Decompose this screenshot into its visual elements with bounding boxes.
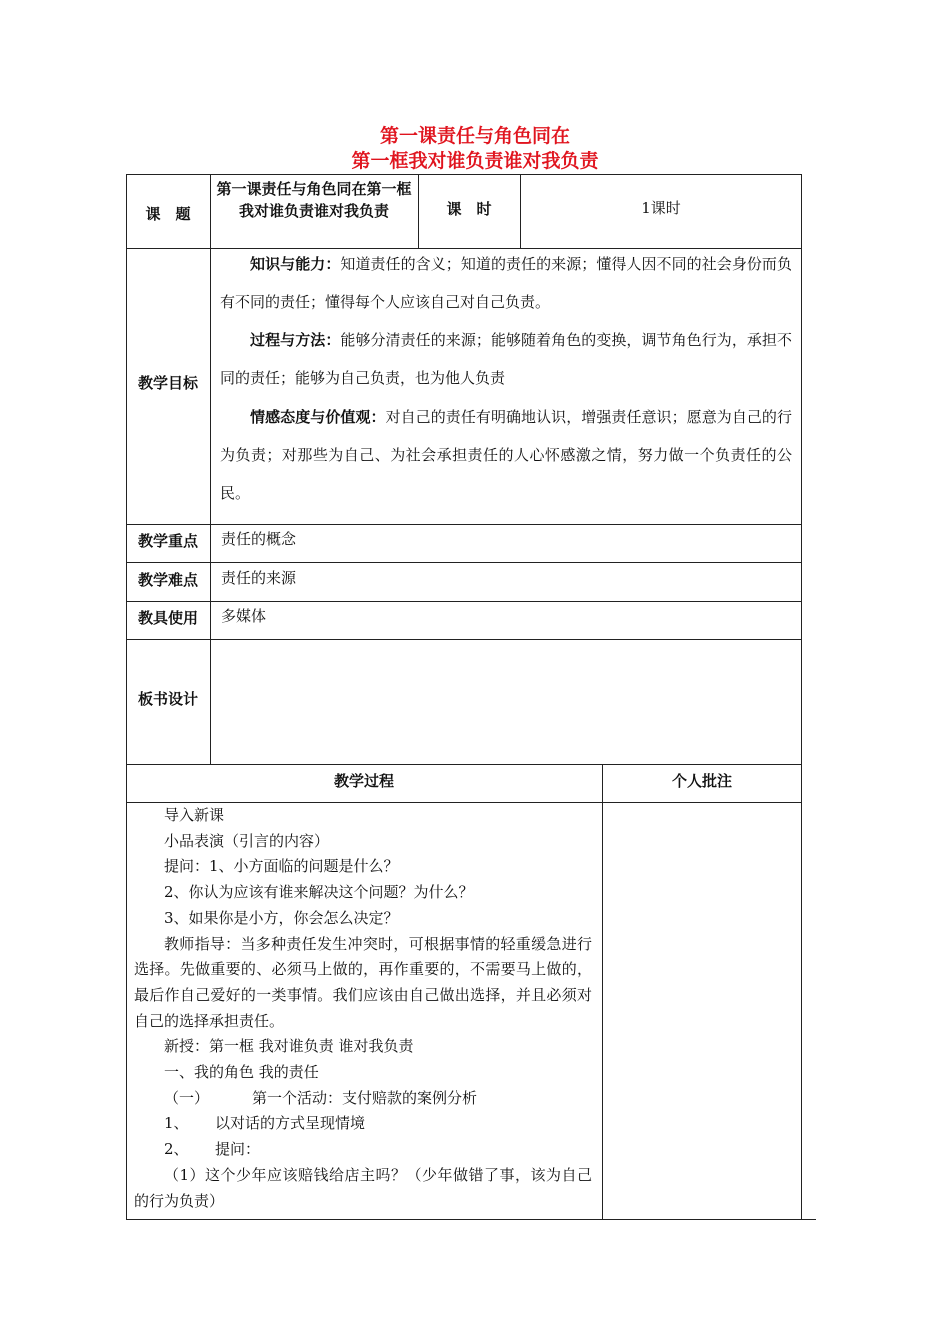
process-line: 提问：1、小方面临的问题是什么？ xyxy=(164,857,399,876)
notes-header: 个人批注 xyxy=(671,772,732,790)
step-text: 以对话的方式呈现情境 xyxy=(215,1114,366,1133)
process-line: 一、我的角色 我的责任 xyxy=(164,1063,319,1082)
goal-knowledge-title: 知识与能力： xyxy=(250,255,341,273)
goal-emotion-text: 对自己的责任有明确地认识，增强责任意识；愿意为自己的行为负责；对那些为自己、为社会承担责任的人心怀感激之情，努力做一个负责任的公民。 xyxy=(220,408,792,502)
activity-number: （一） xyxy=(164,1088,210,1107)
goal-process-text: 能够分清责任的来源；能够随着角色的变换，调节角色行为，承担不同的责任；能够为自己负责，也为他人负责 xyxy=(220,331,792,387)
hours-label: 课 时 xyxy=(446,200,492,218)
tools-value: 多媒体 xyxy=(221,607,267,625)
topic-value: 第一课责任与角色同在第一框我对谁负责谁对我负责 xyxy=(216,180,412,220)
topic-label: 课 题 xyxy=(145,205,191,223)
process-line: 导入新课 xyxy=(164,806,225,824)
focus-value: 责任的概念 xyxy=(221,530,297,548)
goal-knowledge-text: 知道责任的含义；知道的责任的来源；懂得人因不同的社会身份而负有不同的责任；懂得每个人应该自己对自己负责。 xyxy=(220,255,792,311)
process-line: 2、你认为应该有谁来解决这个问题？为什么？ xyxy=(164,883,474,902)
goal-process xyxy=(220,321,792,397)
process-line: 3、如果你是小方，你会怎么决定？ xyxy=(164,908,399,927)
process-header: 教学过程 xyxy=(333,772,394,790)
document-subtitle: 第一框我对谁负责谁对我负责 xyxy=(351,150,599,172)
difficulty-label: 教学难点 xyxy=(137,571,198,589)
process-line: 小品表演（引言的内容） xyxy=(164,831,330,850)
goal-process-title: 过程与方法： xyxy=(250,331,341,349)
difficulty-value: 责任的来源 xyxy=(221,569,297,587)
activity-title: 第一个活动：支付赔款的案例分析 xyxy=(252,1088,478,1107)
process-line: 新授：第一框 我对谁负责 谁对我负责 xyxy=(164,1037,414,1056)
document-title: 第一课责任与角色同在 xyxy=(379,125,570,147)
goal-emotion xyxy=(220,398,792,512)
process-content xyxy=(134,803,592,1214)
step-number: 2、 xyxy=(164,1140,189,1159)
goals-label: 教学目标 xyxy=(137,374,198,392)
process-line xyxy=(134,1111,592,1137)
focus-label: 教学重点 xyxy=(137,532,198,550)
step-text: 提问： xyxy=(215,1140,261,1159)
hours-value: 1课时 xyxy=(641,199,681,217)
goal-knowledge xyxy=(220,245,792,321)
process-paragraph: （1）这个少年应该赔钱给店主吗？（少年做错了事，该为自己的行为负责） xyxy=(134,1165,592,1210)
tools-label: 教具使用 xyxy=(137,609,198,627)
process-line xyxy=(134,1086,592,1112)
process-line xyxy=(134,1137,592,1163)
goal-emotion-title: 情感态度与价值观： xyxy=(250,408,386,426)
process-paragraph: 教师指导：当多种责任发生冲突时，可根据事情的轻重缓急进行选择。先做重要的、必须马上做的，再作重要的，不需要马上做的，最后作自己爱好的一类事情。我们应该由自己做出选择，并且必须对自己的选择承担责任。 xyxy=(134,934,592,1030)
board-label: 板书设计 xyxy=(137,690,198,708)
step-number: 1、 xyxy=(164,1114,189,1133)
